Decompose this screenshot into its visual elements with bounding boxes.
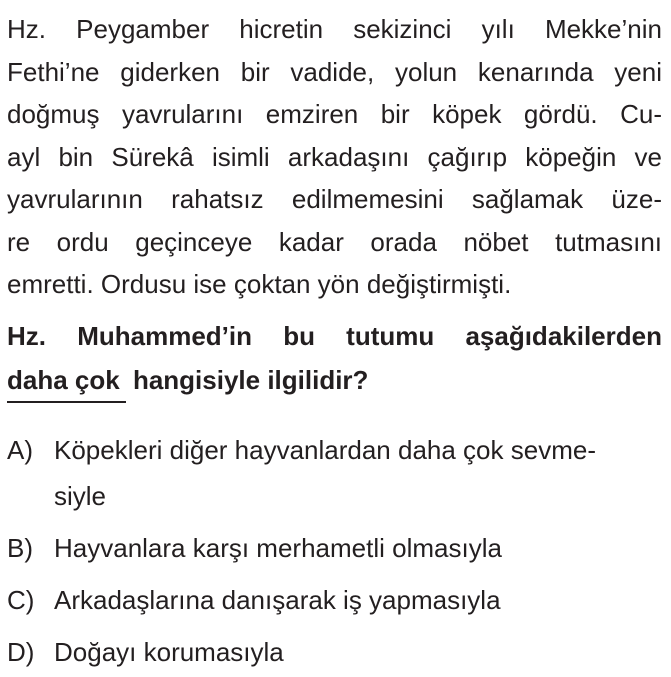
passage-line: yavrularının rahatsız edilmemesini sağlamak üze- (7, 184, 662, 214)
option-text: Köpekleri diğer hayvanlardan daha çok sevme- (54, 435, 596, 465)
option-d[interactable] (7, 629, 662, 675)
option-text: Doğayı korumasıyla (54, 637, 284, 667)
passage-line: ayl bin Sürekâ isimli arkadaşını çağırıp köpeğin ve (7, 141, 662, 172)
option-a[interactable] (7, 427, 662, 519)
passage-line: Fethi’ne giderken bir vadide, yolun kenarında yeni (7, 56, 662, 87)
passage-line: Hz. Peygamber hicretin sekizinci yılı Mekke’nin (7, 14, 662, 44)
emphasis-underline: daha çok (7, 365, 126, 403)
question-line-2 (7, 358, 662, 402)
passage-line: emretti. Ordusu ise çoktan yön değiştirmişti. (7, 269, 512, 299)
option-letter: D) (7, 637, 35, 667)
question-stem (7, 314, 662, 402)
option-b[interactable] (7, 525, 662, 571)
question-line-2-rest: hangisiyle ilgilidir? (125, 365, 369, 395)
option-letter: B) (7, 533, 33, 563)
question-passage (7, 8, 662, 306)
answer-options (7, 427, 662, 675)
option-c[interactable] (7, 577, 662, 623)
option-letter: A) (7, 435, 33, 465)
passage-line: re ordu geçinceye kadar orada nöbet tutmasını (7, 226, 662, 257)
question-line-1: Hz. Muhammed’in bu tutumu aşağıdakilerden (7, 321, 662, 351)
option-text: Hayvanlara karşı merhametli olmasıyla (54, 533, 502, 563)
passage-line: doğmuş yavrularını emziren bir köpek gördü. Cu- (7, 99, 662, 129)
option-text: Arkadaşlarına danışarak iş yapmasıyla (54, 585, 501, 615)
option-letter: C) (7, 585, 35, 615)
option-text-continued: siyle (54, 481, 107, 511)
